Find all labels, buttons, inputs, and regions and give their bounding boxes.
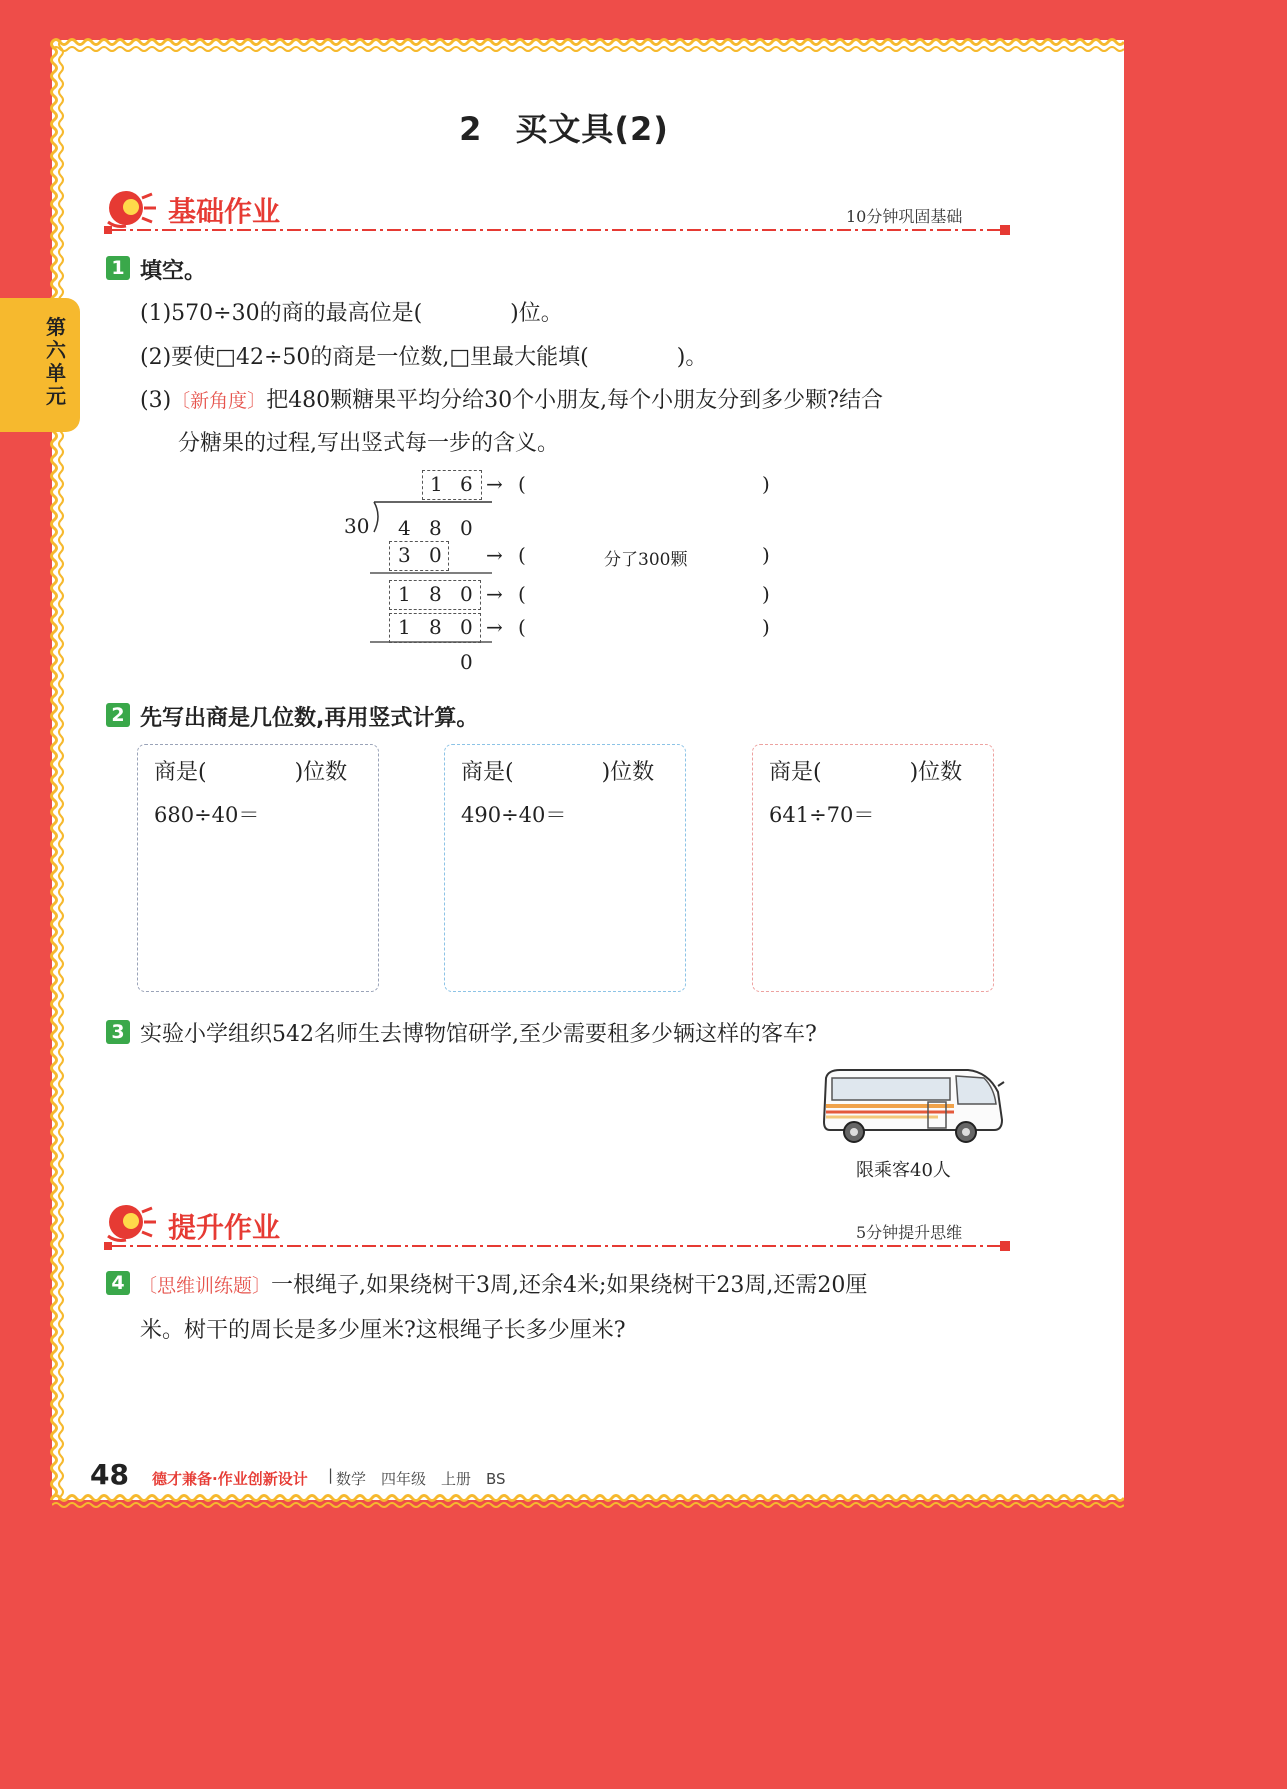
bus-icon xyxy=(818,1064,1008,1150)
thinking-training-tag: 〔思维训练题〕 xyxy=(138,1275,272,1297)
step-2-digit: 8 xyxy=(429,582,442,606)
section-basic-note: 10分钟巩固基础 xyxy=(846,207,963,226)
answer-box-expression: 641÷70＝ xyxy=(769,803,875,827)
section-advanced-title: 提升作业 xyxy=(168,1211,281,1244)
top-wavy-border xyxy=(52,30,1124,56)
answer-box-label: 商是( )位数 xyxy=(769,760,963,785)
explanation-open-paren: ( xyxy=(518,472,526,496)
dividend-digit: 4 xyxy=(398,516,411,540)
question-1-part-2: (2)要使□42÷50的商是一位数,□里最大能填( )。 xyxy=(140,345,708,370)
question-4-line-2: 米。树干的周长是多少厘米?这根绳子长多少厘米? xyxy=(140,1318,626,1343)
question-3-number: 3 xyxy=(106,1020,130,1044)
step-1-digit: 0 xyxy=(429,543,442,567)
bottom-wavy-border xyxy=(52,1490,1124,1516)
explanation-open-paren: ( xyxy=(518,582,526,606)
dividend-digit: 8 xyxy=(429,516,442,540)
answer-box-3[interactable] xyxy=(752,744,994,992)
question-4-line-1 xyxy=(138,1268,867,1299)
left-wavy-border xyxy=(42,40,68,1500)
arrow-icon: → xyxy=(486,472,503,496)
explanation-open-paren: ( xyxy=(518,543,526,567)
answer-box-expression: 680÷40＝ xyxy=(154,803,260,827)
section-advanced-note: 5分钟提升思维 xyxy=(856,1223,963,1242)
question-1-title: 填空。 xyxy=(140,259,207,284)
footer-brand: 德才兼备·作业创新设计 xyxy=(152,1470,308,1488)
arrow-icon: → xyxy=(486,615,503,639)
lamp-icon xyxy=(102,1200,158,1244)
step-3-digit: 8 xyxy=(429,615,442,639)
question-4-number: 4 xyxy=(106,1271,130,1295)
new-angle-tag: 〔新角度〕 xyxy=(171,390,267,412)
section-basic-title: 基础作业 xyxy=(168,195,281,228)
lesson-title: 2 买文具(2) xyxy=(459,110,669,148)
section-basic-divider xyxy=(104,224,1016,236)
footer-separator: | xyxy=(328,1466,334,1484)
question-1-part-3-prefix: (3) xyxy=(140,388,172,413)
answer-box-label: 商是( )位数 xyxy=(154,760,348,785)
quotient-digit: 6 xyxy=(460,472,473,496)
arrow-icon: → xyxy=(486,582,503,606)
question-1-part-3 xyxy=(140,383,883,414)
explanation-close-paren: ) xyxy=(762,472,770,496)
quotient-digit: 1 xyxy=(430,472,443,496)
step-3-digit: 0 xyxy=(460,615,473,639)
answer-box-1[interactable] xyxy=(137,744,379,992)
explanation-close-paren: ) xyxy=(762,615,770,639)
question-2-number: 2 xyxy=(106,703,130,727)
question-1-part-3-text-2: 分糖果的过程,写出竖式每一步的含义。 xyxy=(178,431,559,456)
dividend-digit: 0 xyxy=(460,516,473,540)
explanation-close-paren: ) xyxy=(762,543,770,567)
question-4-text-1: 一根绳子,如果绕树干3周,还余4米;如果绕树干23周,还需20厘 xyxy=(271,1273,868,1298)
step-2-digit: 0 xyxy=(460,582,473,606)
step-1-digit: 3 xyxy=(398,543,411,567)
answer-box-expression: 490÷40＝ xyxy=(461,803,567,827)
bus-caption: 限乘客40人 xyxy=(856,1160,951,1181)
question-1-number: 1 xyxy=(106,256,130,280)
footer-subject: 数学 四年级 上册 BS xyxy=(336,1470,506,1488)
arrow-icon: → xyxy=(486,543,503,567)
question-3-text: 实验小学组织542名师生去博物馆研学,至少需要租多少辆这样的客车? xyxy=(140,1022,817,1047)
step-2-digit: 1 xyxy=(398,582,411,606)
remainder: 0 xyxy=(460,650,473,674)
explanation-2: 分了300颗 xyxy=(604,550,688,570)
explanation-open-paren: ( xyxy=(518,615,526,639)
divisor: 30 xyxy=(344,514,370,538)
question-1-part-1: (1)570÷30的商的最高位是( )位。 xyxy=(140,301,563,326)
page-number: 48 xyxy=(90,1458,129,1491)
explanation-close-paren: ) xyxy=(762,582,770,606)
answer-box-label: 商是( )位数 xyxy=(461,760,655,785)
unit-side-tab xyxy=(0,298,80,432)
unit-tab-label: 第六单元 xyxy=(46,315,66,408)
question-2-title: 先写出商是几位数,再用竖式计算。 xyxy=(140,706,479,731)
answer-box-2[interactable] xyxy=(444,744,686,992)
step-3-digit: 1 xyxy=(398,615,411,639)
section-advanced-divider xyxy=(104,1240,1016,1252)
question-1-part-3-text: 把480颗糖果平均分给30个小朋友,每个小朋友分到多少颗?结合 xyxy=(266,388,883,413)
